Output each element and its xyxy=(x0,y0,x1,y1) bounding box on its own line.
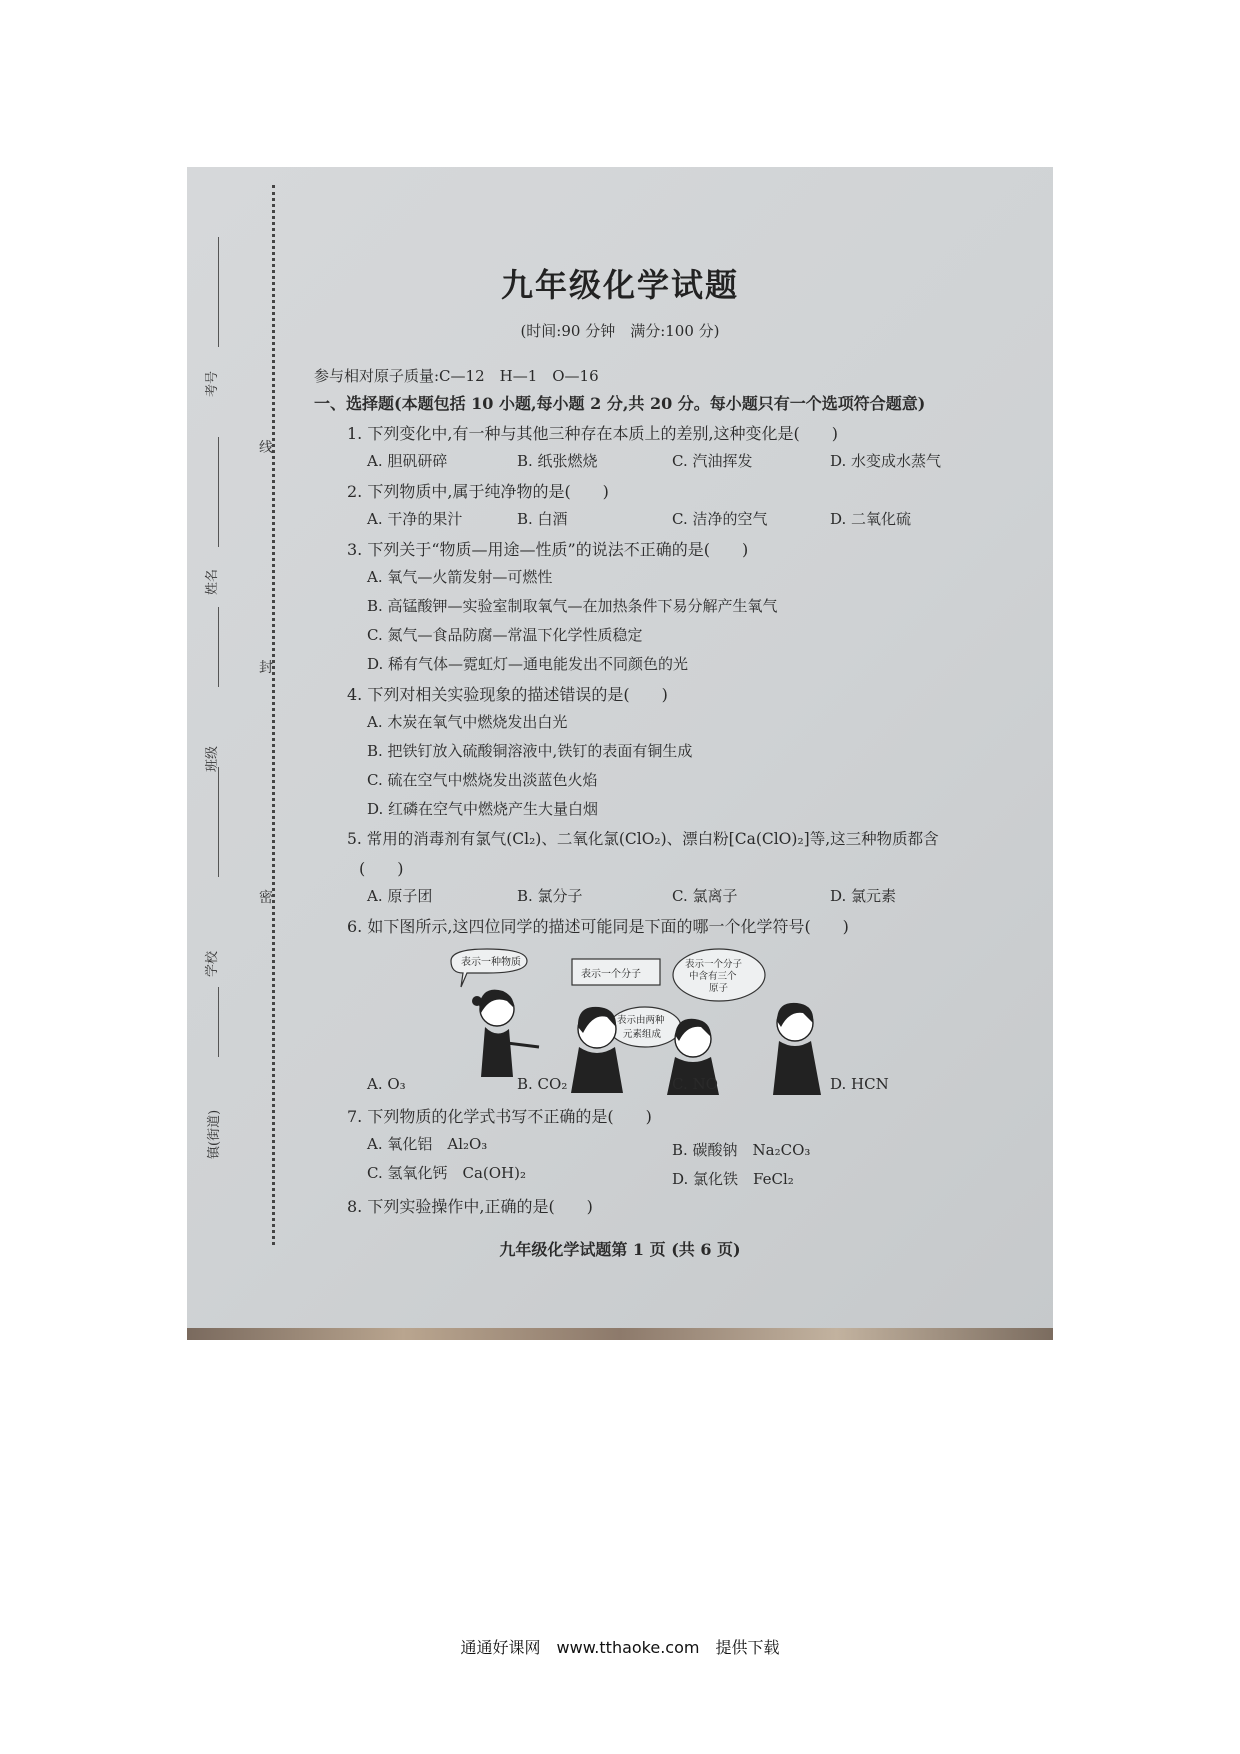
q1-stem: 1. 下列变化中,有一种与其他三种存在本质上的差别,这种变化是( ) xyxy=(347,424,839,443)
q4-stem: 4. 下列对相关实验现象的描述错误的是( ) xyxy=(347,685,668,704)
field-label-exam-number: 考号 xyxy=(205,370,220,397)
q4-option-a: A. 木炭在氧气中燃烧发出白光 xyxy=(367,713,568,731)
q2-option-b: B. 白酒 xyxy=(517,510,568,528)
q4-option-b: B. 把铁钉放入硫酸铜溶液中,铁钉的表面有铜生成 xyxy=(367,742,693,760)
q6-option-a: A. O₃ xyxy=(367,1075,406,1093)
seal-char-feng: 封 xyxy=(259,660,273,676)
q7-option-d: D. 氯化铁 FeCl₂ xyxy=(672,1170,794,1188)
q5-stem: 5. 常用的消毒剂有氯气(Cl₂)、二氧化氯(ClO₂)、漂白粉[Ca(ClO)₂]等,这三种物质都含 xyxy=(347,830,939,848)
q6-option-b: B. CO₂ xyxy=(517,1075,568,1093)
q5-option-b: B. 氯分子 xyxy=(517,887,583,905)
q2-option-a: A. 干净的果汁 xyxy=(367,510,463,528)
q1-option-a: A. 胆矾研碎 xyxy=(367,452,448,470)
q6-cartoon xyxy=(447,947,847,1097)
bubble-2-text: 表示一个分子 xyxy=(581,969,641,980)
q1-option-b: B. 纸张燃烧 xyxy=(517,452,598,470)
q5-option-d: D. 氯元素 xyxy=(830,887,897,905)
field-label-school: 学校 xyxy=(205,950,220,977)
atomic-mass-line: 参与相对原子质量:C—12 H—1 O—16 xyxy=(314,367,599,385)
q3-option-b: B. 高锰酸钾—实验室制取氧气—在加热条件下易分解产生氧气 xyxy=(367,597,778,615)
q7-stem: 7. 下列物质的化学式书写不正确的是( ) xyxy=(347,1107,652,1126)
exam-title: 九年级化学试题 xyxy=(500,266,739,304)
q3-option-a: A. 氧气—火箭发射—可燃性 xyxy=(367,568,553,586)
bubble-4-line2: 元素组成 xyxy=(623,1029,662,1040)
bubble-4-line1: 表示由两种 xyxy=(617,1015,665,1026)
figure-girl xyxy=(472,990,539,1077)
photo-bottom-edge xyxy=(187,1328,1053,1340)
q5-option-a: A. 原子团 xyxy=(367,887,433,905)
q4-option-c: C. 硫在空气中燃烧发出淡蓝色火焰 xyxy=(367,771,598,789)
q7-option-c: C. 氢氧化钙 Ca(OH)₂ xyxy=(367,1164,526,1182)
q7-option-b: B. 碳酸钠 Na₂CO₃ xyxy=(672,1141,811,1159)
seal-char-xian: 线 xyxy=(259,440,273,456)
q5-stem-paren: ( ) xyxy=(359,859,404,878)
q1-option-d: D. 水变成水蒸气 xyxy=(830,452,942,470)
q4-option-d: D. 红磷在空气中燃烧产生大量白烟 xyxy=(367,800,599,818)
exam-content xyxy=(187,167,1053,1340)
figure-boy-1 xyxy=(571,1007,623,1093)
q2-option-d: D. 二氧化硫 xyxy=(830,510,912,528)
site-footer: 通通好课网 www.tthaoke.com 提供下载 xyxy=(460,1638,780,1657)
q3-option-d: D. 稀有气体—霓虹灯—通电能发出不同颜色的光 xyxy=(367,655,689,673)
exam-photo xyxy=(187,167,1053,1340)
q8-stem: 8. 下列实验操作中,正确的是( ) xyxy=(347,1197,593,1216)
section-heading: 一、选择题(本题包括 10 小题,每小题 2 分,共 20 分。每小题只有一个选项符合题意) xyxy=(314,394,926,413)
q5-option-c: C. 氯离子 xyxy=(672,887,738,905)
q7-option-a: A. 氧化铝 Al₂O₃ xyxy=(367,1135,488,1153)
figure-boy-3 xyxy=(773,1003,821,1095)
bubble-1-text: 表示一种物质 xyxy=(461,957,521,968)
q6-option-d: D. HCN xyxy=(830,1075,889,1093)
q2-option-c: C. 洁净的空气 xyxy=(672,510,768,528)
seal-char-mi: 密 xyxy=(259,890,273,906)
q1-option-c: C. 汽油挥发 xyxy=(672,452,753,470)
q3-option-c: C. 氮气—食品防腐—常温下化学性质稳定 xyxy=(367,626,643,644)
q6-stem: 6. 如下图所示,这四位同学的描述可能同是下面的哪一个化学符号( ) xyxy=(347,917,849,936)
page-footer: 九年级化学试题第 1 页 (共 6 页) xyxy=(499,1240,741,1259)
bubble-3-line3: 原子 xyxy=(709,983,729,994)
field-label-name: 姓名 xyxy=(205,568,220,595)
field-label-class: 班级 xyxy=(205,745,220,772)
bubble-3-line1: 表示一个分子 xyxy=(685,959,743,970)
q3-stem: 3. 下列关于“物质—用途—性质”的说法不正确的是( ) xyxy=(347,540,749,559)
exam-subtitle: (时间:90 分钟 满分:100 分) xyxy=(520,322,720,340)
q6-option-c: C. NO xyxy=(672,1075,718,1093)
bubble-3-line2: 中含有三个 xyxy=(689,971,737,982)
field-label-town: 镇(街道) xyxy=(207,1109,222,1159)
q2-stem: 2. 下列物质中,属于纯净物的是( ) xyxy=(347,482,609,501)
